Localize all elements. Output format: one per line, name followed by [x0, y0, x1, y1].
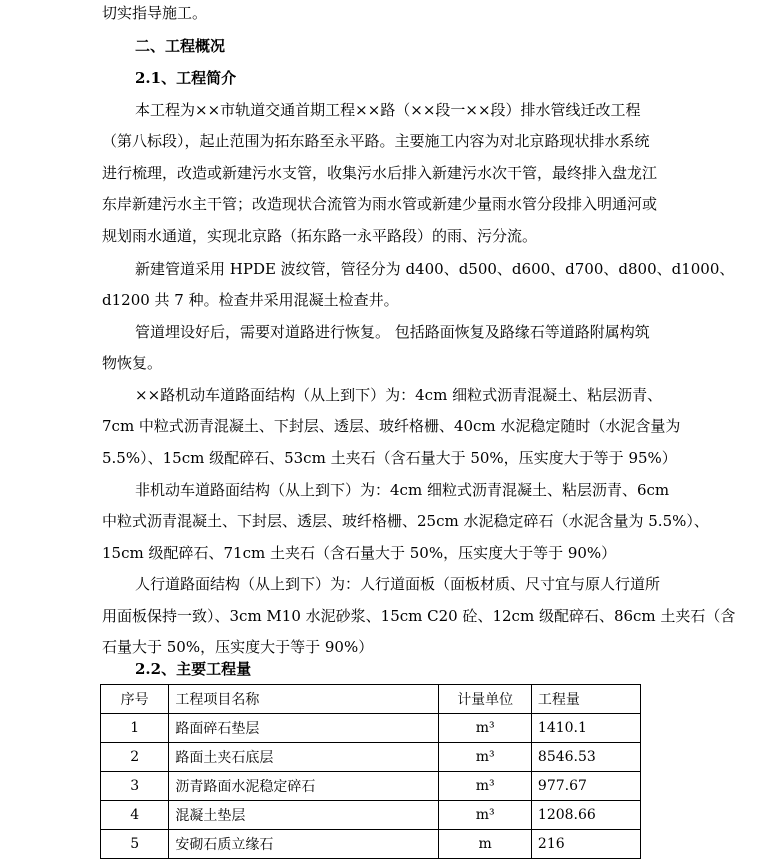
table-cell: 沥青路面水泥稳定碎石 — [169, 772, 439, 801]
table-row — [101, 801, 641, 830]
table-cell: m³ — [439, 801, 531, 830]
table-cell: 2 — [101, 743, 169, 772]
table-row — [101, 743, 641, 772]
subsection-heading: 2.2、主要工程量 — [135, 660, 252, 678]
table-cell: 1208.66 — [531, 801, 640, 830]
header-cell: 工程项目名称 — [169, 685, 439, 714]
table-cell: 216 — [531, 830, 640, 859]
table-row — [101, 772, 641, 801]
paragraph-line: 用面板保持一致）、3cm M10 水泥砂浆、15cm C20 砼、12cm 级配碎石、86cm 土夹石（含 — [102, 607, 736, 625]
table-cell: m³ — [439, 714, 531, 743]
table-cell: m — [439, 830, 531, 859]
paragraph-line: （第八标段），起止范围为拓东路至永平路。主要施工内容为对北京路现状排水系统 — [102, 132, 650, 150]
table-cell: 1 — [101, 714, 169, 743]
table-cell: 4 — [101, 801, 169, 830]
quantities-table — [100, 684, 641, 859]
paragraph-line: 规划雨水通道，实现北京路（拓东路一永平路段）的雨、污分流。 — [102, 227, 538, 245]
paragraph-line: 石量大于 50%，压实度大于等于 90%） — [102, 638, 374, 656]
header-cell: 序号 — [101, 685, 169, 714]
table-cell: 8546.53 — [531, 743, 640, 772]
table-header-row — [101, 685, 641, 714]
table-cell: m³ — [439, 743, 531, 772]
table-cell: 977.67 — [531, 772, 640, 801]
table-row — [101, 714, 641, 743]
paragraph-line: 15cm 级配碎石、71cm 土夹石（含石量大于 50%，压实度大于等于 90%） — [102, 544, 617, 562]
table-cell: 3 — [101, 772, 169, 801]
header-cell: 工程量 — [531, 685, 640, 714]
table-cell: 混凝土垫层 — [169, 801, 439, 830]
paragraph-line: 人行道路面结构（从上到下）为：人行道面板（面板材质、尺寸宜与原人行道所 — [135, 575, 661, 593]
paragraph-line: d1200 共 7 种。检查井采用混凝土检查井。 — [102, 291, 399, 309]
header-cell: 计量单位 — [439, 685, 531, 714]
paragraph-line: 中粒式沥青混凝土、下封层、透层、玻纤格栅、25cm 水泥稳定碎石（水泥含量为 5.5%）、 — [102, 512, 709, 530]
subsection-heading: 2.1、工程简介 — [135, 69, 237, 87]
paragraph-line: 切实指导施工。 — [102, 4, 208, 22]
paragraph-line: 本工程为××市轨道交通首期工程××路（××段一××段）排水管线迁改工程 — [135, 101, 641, 119]
paragraph-line: 5.5%）、15cm 级配碎石、53cm 土夹石（含石量大于 50%，压实度大于等于 95%） — [102, 449, 677, 467]
table-cell: 安砌石质立缘石 — [169, 830, 439, 859]
paragraph-line: ××路机动车道路面结构（从上到下）为：4cm 细粒式沥青混凝土、粘层沥青、 — [135, 386, 663, 404]
table-cell: 1410.1 — [531, 714, 640, 743]
table-cell: 路面土夹石底层 — [169, 743, 439, 772]
table-cell: m³ — [439, 772, 531, 801]
paragraph-line: 非机动车道路面结构（从上到下）为：4cm 细粒式沥青混凝土、粘层沥青、6cm — [135, 481, 670, 499]
paragraph-line: 物恢复。 — [102, 354, 163, 372]
paragraph-line: 新建管道采用 HPDE 波纹管，管径分为 d400、d500、d600、d700、d800、d1000、 — [135, 260, 735, 278]
paragraph-line: 7cm 中粒式沥青混凝土、下封层、透层、玻纤格栅、40cm 水泥稳定随时（水泥含量为 — [102, 417, 681, 435]
table-cell: 路面碎石垫层 — [169, 714, 439, 743]
paragraph-line: 东岸新建污水主干管；改造现状合流管为雨水管或新建少量雨水管分段排入明通河或 — [102, 195, 658, 213]
table-row — [101, 830, 641, 859]
table-cell: 5 — [101, 830, 169, 859]
paragraph-line: 进行梳理，改造或新建污水支管，收集污水后排入新建污水次干管，最终排入盘龙江 — [102, 164, 658, 182]
section-heading: 二、工程概况 — [135, 37, 226, 55]
paragraph-line: 管道埋设好后，需要对道路进行恢复。 包括路面恢复及路缘石等道路附属构筑 — [135, 323, 650, 341]
